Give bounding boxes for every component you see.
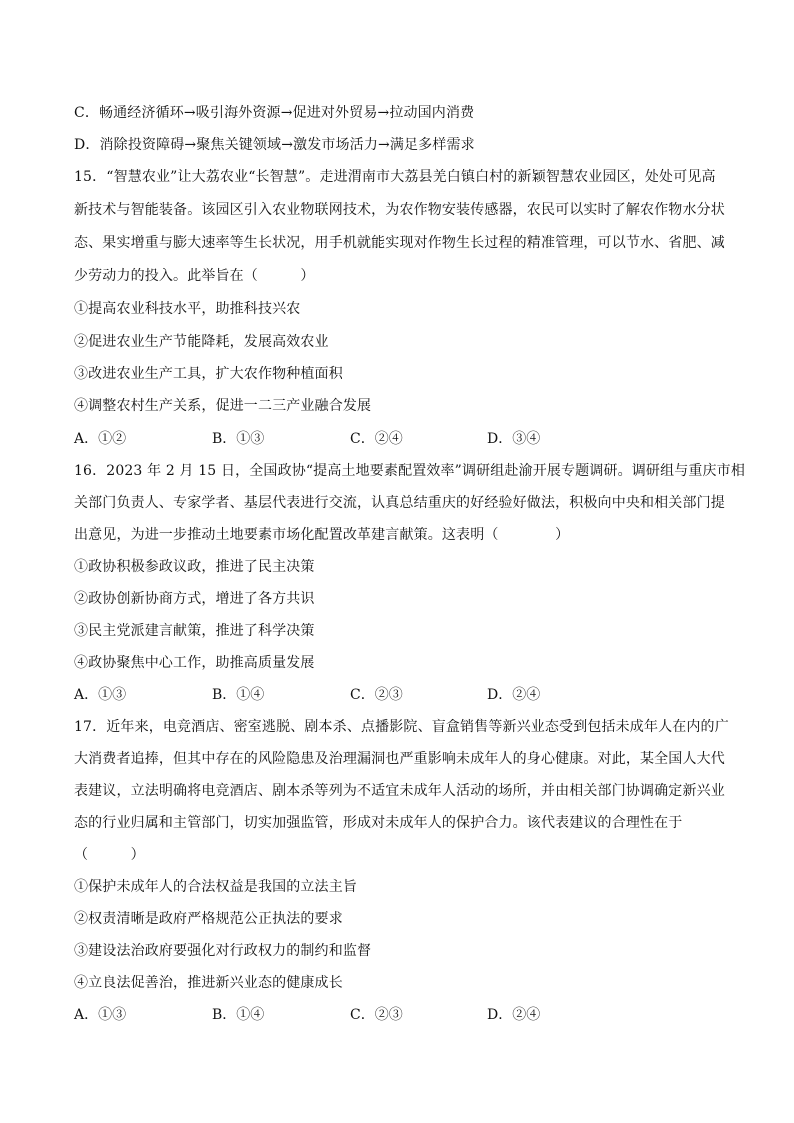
q15-statement-1: ①提高农业科技水平，助推科技兴农 <box>74 301 301 317</box>
q16-statement-4: ④政协聚焦中心工作，助推高质量发展 <box>74 655 315 671</box>
q17-choice-c[interactable]: C．②③ <box>350 1007 403 1023</box>
q16-statement-2: ②政协创新协商方式，增进了各方共识 <box>74 591 315 607</box>
q17-statement-2: ②权责清晰是政府严格规范公正执法的要求 <box>74 911 343 927</box>
q17-statement-1: ①保护未成年人的合法权益是我国的立法主旨 <box>74 879 357 895</box>
q16-choice-c[interactable]: C．②③ <box>350 687 403 703</box>
q15-statement-4: ④调整农村生产关系，促进一二三产业融合发展 <box>74 398 372 414</box>
q15-stem-line-2: 新技术与智能装备。该园区引入农业物联网技术，为农作物安装传感器，农民可以实时了解农作物水分状 <box>74 202 725 218</box>
q15-statement-3: ③改进农业生产工具，扩大农作物种植面积 <box>74 366 343 382</box>
q15-stem-line-3: 态、果实增重与膨大速率等生长状况，用手机就能实现对作物生长过程的精准管理，可以节水、省肥、减 <box>74 235 725 251</box>
q16-choice-a[interactable]: A．①③ <box>74 687 127 703</box>
q17-choice-d[interactable]: D．②④ <box>487 1007 541 1023</box>
q17-stem-line-4: 态的行业归属和主管部门，切实加强监管，形成对未成年人的保护合力。该代表建议的合理性在于 <box>74 815 683 831</box>
q17-stem-line-2: 大消费者追捧，但其中存在的风险隐患及治理漏洞也严重影响未成年人的身心健康。对此，某全国人大代 <box>74 751 725 767</box>
q16-stem-line-1: 16．2023 年 2 月 15 日，全国政协“提高土地要素配置效率”调研组赴渝开展专题调研。调研组与重庆市相 <box>74 463 745 479</box>
q17-choices <box>74 1006 724 1024</box>
q15-choice-a[interactable]: A．①② <box>74 431 127 447</box>
q16-stem-line-2: 关部门负责人、专家学者、基层代表进行交流，认真总结重庆的好经验好做法，积极向中央和相关部门提 <box>74 495 725 511</box>
q15-choice-d[interactable]: D．③④ <box>487 431 541 447</box>
q16-statement-1: ①政协积极参政议政，推进了民主决策 <box>74 559 315 575</box>
q16-choices <box>74 686 724 704</box>
q16-statement-3: ③民主党派建言献策，推进了科学决策 <box>74 623 315 639</box>
q17-statement-3: ③建设法治政府要强化对行政权力的制约和监督 <box>74 943 372 959</box>
q17-stem-line-1: 17．近年来，电竞酒店、密室逃脱、剧本杀、点播影院、盲盒销售等新兴业态受到包括未成年人在内的广 <box>74 719 729 735</box>
q17-stem-line-5: （ ） <box>74 847 145 863</box>
q15-statement-2: ②促进农业生产节能降耗，发展高效农业 <box>74 334 329 350</box>
q17-choice-a[interactable]: A．①③ <box>74 1007 127 1023</box>
q15-choices <box>74 430 724 448</box>
q17-choice-b[interactable]: B．①④ <box>212 1007 265 1023</box>
q17-stem-line-3: 表建议，立法明确将电竞酒店、剧本杀等列为不适宜未成年人活动的场所，并由相关部门协调确定新兴业 <box>74 783 725 799</box>
q14-option-d: D．消除投资障碍→聚焦关键领域→激发市场活力→满足多样需求 <box>74 137 475 153</box>
q15-stem-line-1: 15．“智慧农业”让大荔农业“长智慧”。走进渭南市大荔县羌白镇白村的新颖智慧农业园区，处处可见高 <box>74 169 716 185</box>
q16-choice-d[interactable]: D．②④ <box>487 687 541 703</box>
q16-stem-line-3: 出意见，为进一步推动土地要素市场化配置改革建言献策。这表明（ ） <box>74 527 570 543</box>
q15-choice-c[interactable]: C．②④ <box>350 431 403 447</box>
q16-choice-b[interactable]: B．①④ <box>212 687 265 703</box>
q15-choice-b[interactable]: B．①③ <box>212 431 265 447</box>
q15-stem-line-4: 少劳动力的投入。此举旨在（ ） <box>74 268 315 284</box>
q17-statement-4: ④立良法促善治，推进新兴业态的健康成长 <box>74 975 343 991</box>
q14-option-c: C．畅通经济循环→吸引海外资源→促进对外贸易→拉动国内消费 <box>74 105 475 121</box>
